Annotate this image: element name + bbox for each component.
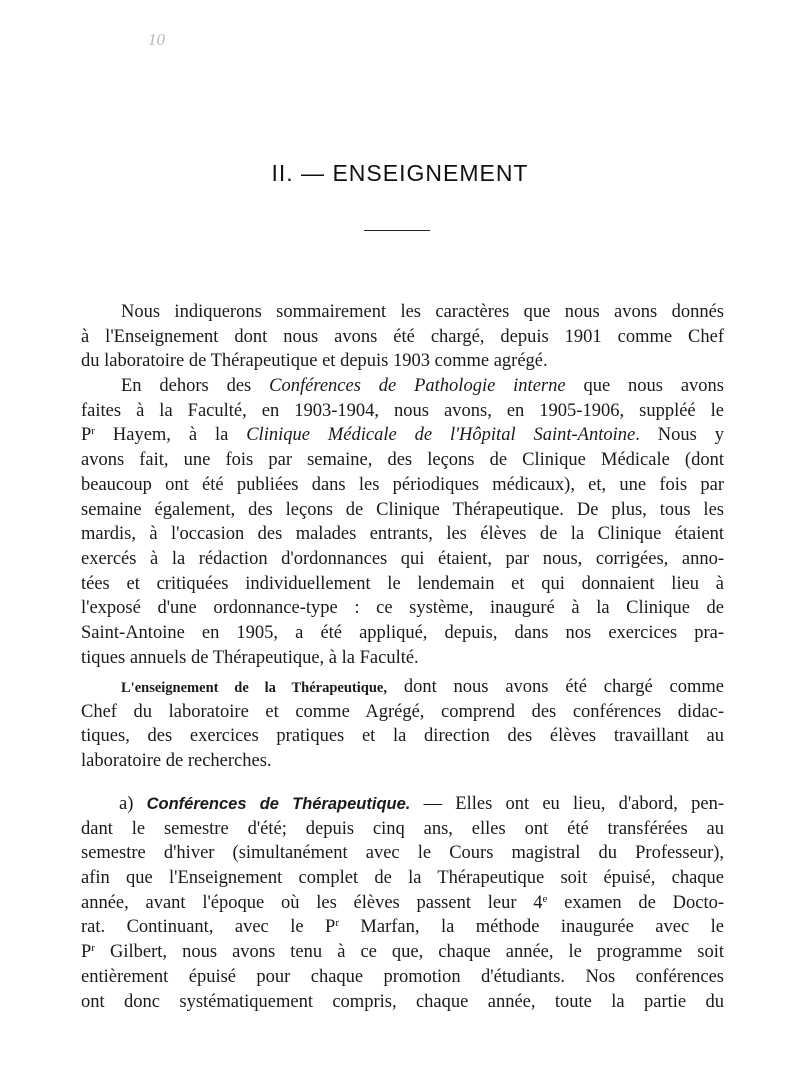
clinic-name: Clinique Médicale de l'Hôpital Saint-Antoine — [246, 425, 636, 446]
paragraph-teaching — [81, 675, 724, 774]
paragraph-intro — [81, 300, 724, 670]
text-span: que nous avons — [565, 376, 724, 397]
text-span: Marfan, la méthode inaugurée avec le — [338, 917, 724, 938]
superscript: e — [542, 892, 548, 905]
text-span: examen de Docto- — [547, 892, 725, 913]
lead-phrase: L'enseignement de la Thérapeutique, — [121, 680, 387, 696]
text-line: semaine également, des leçons de Clinique Thérapeutique. De plus, tous les — [81, 499, 724, 520]
text-line: dant le semestre d'été; depuis cinq ans, elles ont été transférées au — [81, 818, 724, 839]
text-line: laboratoire de recherches. — [81, 751, 272, 772]
text-line: entièrement épuisé pour chaque promotion d'étudiants. Nos conférences — [81, 966, 724, 987]
text-line: beaucoup ont été publiées dans les périodiques médicaux), et, une fois par — [81, 474, 724, 495]
text-span: année, avant l'époque où les élèves passent leur 4 — [81, 892, 543, 913]
text-span: . Nous y — [635, 425, 724, 446]
text-line — [81, 915, 724, 940]
text-span: — Elles ont eu lieu, d'abord, pen- — [410, 794, 724, 814]
text-line — [81, 940, 724, 965]
text-line: semestre d'hiver (simultanément avec le Cours magistral du Professeur), — [81, 843, 724, 864]
text-line: tiques annuels de Thérapeutique, à la Faculté. — [81, 647, 419, 668]
paragraph-conferences — [81, 792, 724, 1014]
text-span: rat. Continuant, avec le P — [81, 917, 336, 938]
text-line: l'exposé d'une ordonnance-type : ce système, inauguré à la Clinique de — [81, 598, 724, 619]
text-line: Saint-Antoine en 1905, a été appliqué, depuis, dans nos exercices pra- — [81, 622, 724, 643]
text-line: mardis, à l'occasion des malades entrants, les élèves de la Clinique étaient — [81, 524, 724, 545]
text-span: Gilbert, nous avons tenu à ce que, chaque année, le programme soit — [94, 942, 724, 963]
page-number-mark: 10 — [148, 30, 165, 49]
text-line — [81, 423, 724, 448]
subsection-title: Conférences de Thérapeutique. — [146, 795, 411, 813]
text-span: dont nous avons été chargé comme — [386, 677, 725, 697]
superscript: r — [91, 942, 95, 955]
text-line — [81, 792, 724, 817]
text-line: tiques, des exercices pratiques et la direction des élèves travaillant au — [81, 726, 724, 747]
text-span: P — [81, 942, 92, 963]
text-line: ont donc systématiquement compris, chaque année, toute la partie du — [81, 991, 724, 1012]
superscript: r — [335, 917, 339, 930]
heading-divider — [364, 230, 430, 231]
text-line: afin que l'Enseignement complet de la Thérapeutique soit épuisé, chaque — [81, 868, 724, 889]
text-line: à l'Enseignement dont nous avons été chargé, depuis 1901 comme Chef — [81, 326, 724, 347]
text-line: Nous indiquerons sommairement les caractères que nous avons donnés — [121, 302, 724, 322]
text-line: tées et critiquées individuellement le lendemain et qui donnaient lieu à — [81, 573, 724, 594]
text-line — [81, 891, 724, 916]
text-span: P — [81, 425, 92, 446]
superscript: r — [91, 425, 95, 438]
text-span: a) — [119, 794, 147, 814]
text-line: faites à la Faculté, en 1903-1904, nous avons, en 1905-1906, suppléé le — [81, 400, 724, 421]
text-span: En dehors des — [121, 376, 270, 397]
text-line: Chef du laboratoire et comme Agrégé, comprend des conférences didac- — [81, 701, 724, 722]
text-line — [81, 374, 724, 399]
course-title: Conférences de Pathologie interne — [269, 376, 566, 397]
text-line: avons fait, une fois par semaine, des leçons de Clinique Médicale (dont — [81, 450, 724, 471]
text-line: du laboratoire de Thérapeutique et depuis 1903 comme agrégé. — [81, 351, 548, 372]
section-heading: II. — ENSEIGNEMENT — [271, 160, 529, 186]
text-line: exercés à la rédaction d'ordonnances qui étaient, par nous, corrigées, anno- — [81, 548, 724, 569]
text-span: Hayem, à la — [94, 425, 247, 446]
text-line — [81, 675, 724, 700]
